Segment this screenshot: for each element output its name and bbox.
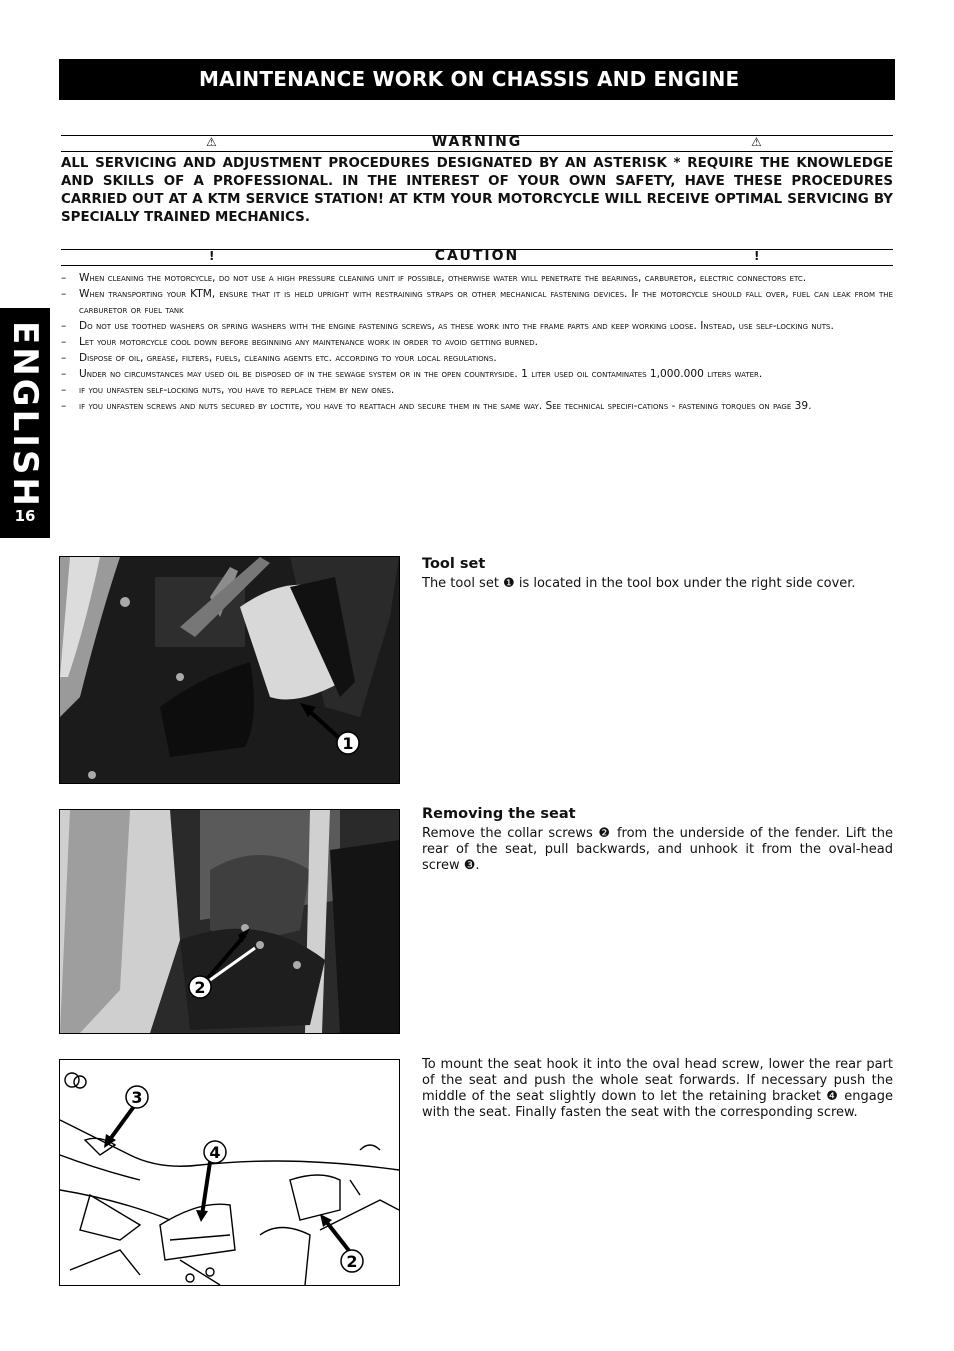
- seat-mounting-drawing: [59, 1059, 400, 1286]
- section-text-tool-set: The tool set ❶ is located in the tool box under the right side cover.: [422, 576, 856, 591]
- tool-set-photo: [59, 556, 400, 784]
- caution-exclamation-icon: !: [209, 249, 215, 263]
- section-title-tool-set: Tool set: [422, 556, 486, 572]
- caution-label: CAUTION: [434, 248, 520, 264]
- language-side-tab: [0, 308, 50, 538]
- callout-label: 2: [194, 978, 206, 997]
- list-item: – Under no circumstances may used oil be disposed of in the sewage system or in the open countryside. 1 liter used oil contaminates 1,000.000 liters water.: [61, 368, 763, 380]
- warning-header: [61, 135, 893, 152]
- callout-label: 4: [209, 1143, 221, 1162]
- section-title-removing-seat: Removing the seat: [422, 806, 576, 822]
- caution-header: [61, 249, 893, 266]
- warning-label: WARNING: [431, 134, 523, 150]
- list-item: – if you unfasten screws and nuts secured by loctite, you have to reattach and secure them in the same way. See technical specifi-cations - fastening torques on page 39.: [61, 400, 812, 412]
- page-title: MAINTENANCE WORK ON CHASSIS AND ENGINE: [199, 67, 740, 91]
- warning-triangle-icon: ⚠: [206, 135, 217, 149]
- list-item: – Dispose of oil, grease, filters, fuels, cleaning agents etc. according to your local regulations.: [61, 352, 497, 364]
- language-label: ENGLISH: [5, 321, 45, 509]
- section-text-mounting-seat: To mount the seat hook it into the oval head screw, lower the rear part of the seat and push the whole seat forwards. If necessary push the middle of the seat slightly down to let the retaining bracket ❹ engage with the seat. Finally fasten the seat with the corresponding screw.: [422, 1057, 893, 1120]
- callout-label: 2: [346, 1252, 358, 1271]
- caution-list: [61, 270, 893, 414]
- callout-label: 1: [342, 734, 354, 753]
- caution-exclamation-icon: !: [754, 249, 760, 263]
- section-header-bar: [59, 59, 895, 100]
- section-text-removing-seat: Remove the collar screws ❷ from the underside of the fender. Lift the rear of the seat, pull backwards, and unhook it from the oval-head screw ❸.: [422, 826, 893, 873]
- callout-label: 3: [131, 1088, 143, 1107]
- list-item: – Let your motorcycle cool down before beginning any maintenance work in order to avoid getting burned.: [61, 336, 538, 348]
- seat-removal-photo: [59, 809, 400, 1034]
- page-number: 16: [14, 507, 36, 525]
- list-item: – if you unfasten self-locking nuts, you have to replace them by new ones.: [61, 384, 395, 396]
- list-item: – When cleaning the motorcycle, do not use a high pressure cleaning unit if possible, otherwise water will penetrate the bearings, carburetor, electric connectors etc.: [61, 272, 807, 284]
- list-item: – Do not use toothed washers or spring washers with the engine fastening screws, as these work into the frame parts and keep working loose. Instead, use self-locking nuts.: [61, 320, 834, 332]
- warning-text: ALL SERVICING AND ADJUSTMENT PROCEDURES DESIGNATED BY AN ASTERISK * REQUIRE THE KNOWLEDGE AND SKILLS OF A PROFESSIONAL. IN THE INTEREST OF YOUR OWN SAFETY, HAVE THESE PROCEDURES CARRIED OUT AT A KTM SERVICE STATION! AT KTM YOUR MOTORCYCLE WILL RECEIVE OPTIMAL SERVICING BY SPECIALLY TRAINED MECHANICS.: [61, 156, 893, 225]
- warning-triangle-icon: ⚠: [751, 135, 762, 149]
- list-item: – When transporting your KTM, ensure that it is held upright with restraining straps or other mechanical fastening devices. If the motorcycle should fall over, fuel can leak from the carburetor or fuel tank: [61, 288, 893, 316]
